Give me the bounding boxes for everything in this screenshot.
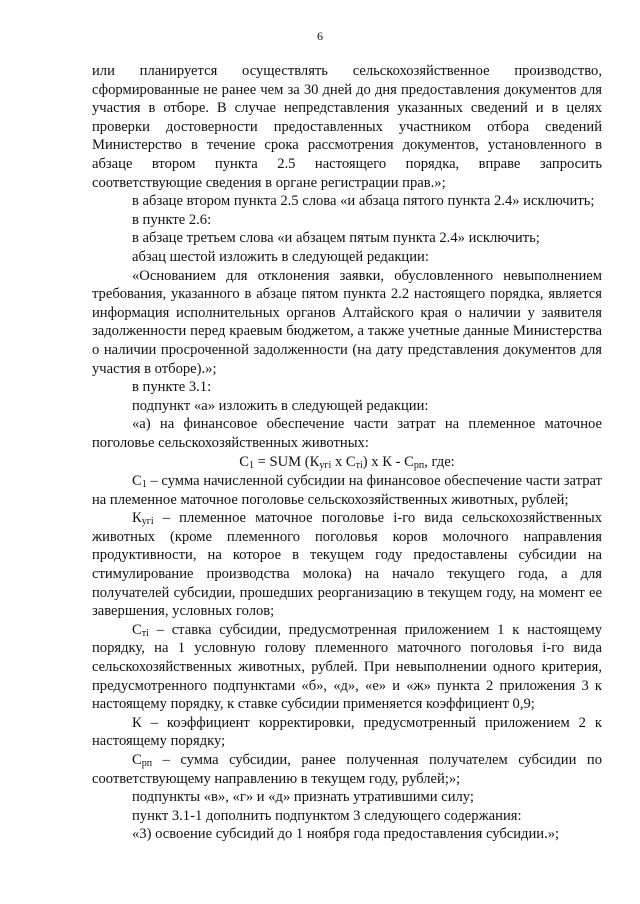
definition-symbol: С	[132, 473, 142, 490]
paragraph-subpoint-a-text: «а) на финансовое обеспечение части затрат на племенное маточное поголовье сельскохозяйственных животных:	[92, 416, 602, 451]
paragraph-grounds-rejection: «Основанием для отклонения заявки, обусловленного невыполнением требования, указанного в абзаце пятом пункта 2.2 настоящего порядка, является информация исполнительных органов Алтайского края о наличии у заявителя задолженности перед краевым бюджетом, а также учетные данные Министерства о наличии просроченной задолженности (на дату представления документов для участия в отборе).»;	[92, 267, 602, 377]
definition-cti	[92, 621, 602, 714]
definition-symbol: С	[132, 621, 142, 638]
paragraph-repeal-subpoints: подпункты «в», «г» и «д» признать утратившими силу;	[132, 789, 474, 806]
formula-s-sub: тi	[355, 460, 363, 472]
formula-k-sub: yгi	[319, 460, 332, 472]
definition-subscript: рп	[141, 757, 153, 769]
definition-text: – коэффициент корректировки, предусмотренный приложением 2 к настоящему порядку;	[92, 714, 602, 750]
paragraph-subpoint-a: подпункт «а» изложить в следующей редакции:	[132, 397, 429, 414]
definition-kygi	[92, 509, 602, 621]
paragraph-amend-2-5: в абзаце втором пункта 2.5 слова «и абзаца пятого пункта 2.4» исключить;	[132, 193, 595, 210]
definition-text: – сумма субсидии, ранее полученная получателем субсидии по соответствующему направлению в текущем году, рублей;»;	[92, 751, 602, 787]
definition-crp	[92, 751, 602, 788]
formula-c1: С	[239, 454, 249, 471]
definition-subscript: тi	[141, 627, 149, 639]
formula-p-sub: рп	[413, 460, 425, 472]
definition-symbol: К	[132, 510, 142, 527]
paragraph-point-3-1: в пункте 3.1:	[132, 379, 212, 396]
definition-subscript: yгi	[141, 516, 154, 528]
definition-symbol: К	[132, 714, 142, 731]
formula-rest: ) х К - С	[362, 454, 414, 471]
document-body	[92, 62, 602, 844]
formula-x: х С	[331, 454, 356, 471]
definition-subscript: 1	[141, 479, 147, 491]
page-number: 6	[317, 29, 323, 43]
paragraph-sixth-abzac: абзац шестой изложить в следующей редакции:	[132, 248, 429, 265]
definition-k	[92, 714, 602, 751]
paragraph-third-abzac: в абзаце третьем слова «и абзацем пятым пункта 2.4» исключить;	[132, 230, 540, 247]
paragraph-point-2-6: в пункте 2.6:	[132, 211, 212, 228]
formula	[92, 453, 602, 472]
definition-text: – ставка субсидии, предусмотренная приложением 1 к настоящему порядку, на 1 условную голову племенного маточного поголовья i-го вида сельскохозяйственных животных, рублей. При невыполнении одного критерия, предусмотренного подпунктами «б», «д», «е» и «ж» пункта 2 приложения 3 к настоящему порядку, к ставке субсидии применяется коэффициент 0,9;	[92, 621, 602, 713]
paragraph-point-3-1-1: пункт 3.1-1 дополнить подпунктом 3 следующего содержания:	[132, 807, 522, 824]
definition-text: – сумма начисленной субсидии на финансовое обеспечение части затрат на племенное маточное поголовье сельскохозяйственных животных, рублей;	[92, 473, 602, 508]
definition-c1	[92, 472, 602, 509]
formula-eq: = SUM (К	[254, 454, 320, 471]
definition-symbol: С	[132, 751, 142, 768]
definition-text: – племенное маточное поголовье i-го вида сельскохозяйственных животных (кроме племенного поголовья коров молочного направления продуктивности, на которое в текущем году предоставлены субсидии на стимулирование производства молока) на начало текущего года, а для получателей субсидии, прошедших реорганизацию в текущем году, на момент ее завершения, условных голов;	[92, 510, 602, 620]
formula-c1-sub: 1	[249, 460, 254, 472]
formula-tail: , где:	[424, 454, 455, 471]
paragraph-subpoint-3: «3) освоение субсидий до 1 ноября года предоставления субсидии.»;	[132, 826, 560, 843]
paragraph-continuation: или планируется осуществлять сельскохозяйственное производство, сформированные не ранее чем за 30 дней до дня предоставления документов для участия в отборе. В случае непредставления указанных сведений и в целях проверки достоверности предоставленных участником отбора сведений Министерство в течение срока рассмотрения документов, установленного в абзаце втором пункта 2.5 настоящего порядка, вправе запросить соответствующие сведения в органе регистрации прав.»;	[92, 63, 602, 191]
